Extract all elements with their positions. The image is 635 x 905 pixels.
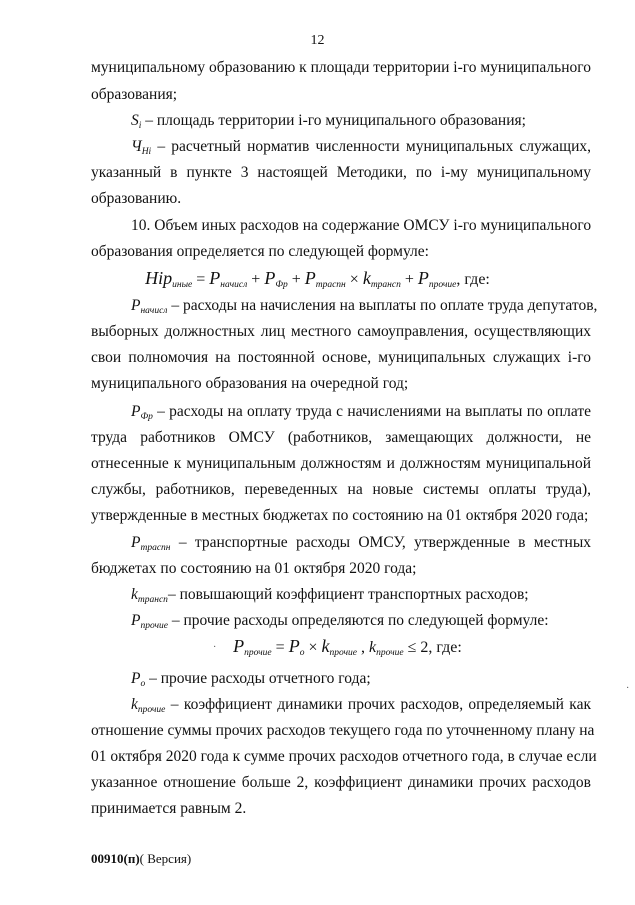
symbol: P [131,670,141,687]
formula-subscript: иные [172,280,193,290]
symbol-subscript: Фр [140,412,153,422]
symbol-subscript: начисл [140,306,168,316]
formula-subscript: прочие [244,648,272,658]
definition-p-proch [131,612,549,631]
definition-text: – повышающий коэффициент транспортных расходов; [167,586,529,603]
definition-k-transp [131,586,529,605]
definition-text: – расходы на оплату труда с начислениями на выплаты по оплате [152,403,591,420]
formula-subscript: прочие [428,280,457,290]
definition-p-nachisl [131,297,598,316]
text-line: труда работников ОМСУ (работников, замещающих должности, не [91,429,591,446]
symbol: Ч [131,138,142,155]
symbol-subscript: прочие [137,705,166,715]
definition-p0 [131,670,371,689]
symbol-subscript: i [138,121,142,131]
formula-term: P [233,636,245,656]
definition-text: – расходы на начисления на выплаты по оплате труда депутатов, [167,297,598,314]
definition-text: – транспортные расходы ОМСУ, утвержденные в местных [170,534,591,551]
symbol-subscript: трансп [137,595,168,605]
symbol: P [131,297,141,314]
formula-term: P [417,268,429,288]
text-line: принимается равным 2. [91,800,247,817]
definition-text: – коэффициент динамики прочих расходов, определяемый как [165,696,591,713]
formula-term: P [264,268,276,288]
footer-doc-code [91,851,191,867]
definition-k-proch [131,696,591,715]
formula-other-expenses: $Hip_{иные} = P_{начисл} + P_{Фр} + P_{трасnн} \times k_{трансп} + P_{прочие}$, где: [145,268,490,290]
text-line: службы, работников, переведенных на новые системы оплаты труда), [91,481,591,498]
symbol: P [131,403,141,420]
definition-ch [131,138,591,157]
text-line: 01 октября 2020 года к сумме прочих расходов отчетного года, в случае если [91,748,597,765]
symbol: k [131,586,138,603]
doc-code: 00910(п) [91,851,140,866]
formula-term: P [288,636,300,656]
definition-s [131,112,526,131]
text-line: муниципального образования на очередной год; [91,375,409,392]
scan-dot: · [213,642,217,653]
formula-other-calc: $P_{прочие} = P_o \times k_{прочие}$ , $k_{прочие} \le 2$, где: [233,636,462,658]
formula-term: k [362,268,371,288]
page-number: 12 [310,33,325,48]
formula-tail: , где: [428,639,462,656]
formula-subscript: трансп [370,280,401,290]
text-line: отношение суммы прочих расходов текущего года по уточненному плану на [91,722,595,739]
text-line: указанный в пункте 3 настоящей Методики, по i-му муниципальному [91,164,591,181]
text-line: муниципальному образованию к площади территории i-го муниципального [91,59,591,76]
symbol-subscript: o [140,679,146,689]
formula-term: Hip [145,268,173,288]
symbol-subscript: Hi [141,147,152,157]
symbol-subscript: прочие [140,621,168,631]
definition-text: – площадь территории i-го муниципального образования; [141,112,526,129]
symbol: k [131,696,138,713]
definition-p-fr [131,403,591,422]
definition-text: – прочие расходы определяются по следующей формуле: [167,612,549,629]
text-line: отнесенные к муниципальным должностям и должностям муниципальной [91,455,591,472]
text-line: утвержденные в местных бюджетах по состоянию на 01 октября 2020 года; [91,507,589,524]
formula-term: k [321,636,330,656]
formula-term: P [304,268,316,288]
formula-subscript: прочие [329,648,357,658]
definition-p-trasp [131,534,591,553]
scan-dot: · [626,683,630,694]
formula-subscript: прочие [376,648,404,658]
formula-term: k [368,639,377,656]
definition-text: – прочие расходы отчетного года; [145,670,371,687]
symbol: P [131,534,141,551]
doc-version: ( Версия) [139,851,192,866]
text-line: образования определяется по следующей формуле: [91,243,429,260]
text-line: указанное отношение больше 2, коэффициент динамики прочих расходов [91,774,591,791]
formula-subscript: трасnн [315,280,346,290]
symbol: S [131,112,139,129]
formula-condition: ≤ 2 [407,639,429,656]
text-line: бюджетах по состоянию на 01 октября 2020 года; [91,560,417,577]
definition-text: – расчетный норматив численности муниципальных служащих, [151,138,591,155]
text-line: выборных должностных лиц местного самоуправления, осуществляющих [91,323,591,340]
symbol: P [131,612,141,629]
formula-tail: , где: [456,271,490,288]
formula-term: P [209,268,221,288]
formula-subscript: o [299,648,305,658]
formula-subscript: Фр [275,280,288,290]
section-10-heading: 10. Объем иных расходов на содержание ОМСУ i-го муниципального [131,217,592,234]
formula-subscript: начисл [220,280,248,290]
text-line: образования; [91,86,178,103]
text-line: свои полномочия на постоянной основе, муниципальных служащих i-го [91,349,591,366]
symbol-subscript: трасnн [140,543,171,553]
text-line: образованию. [91,190,182,207]
